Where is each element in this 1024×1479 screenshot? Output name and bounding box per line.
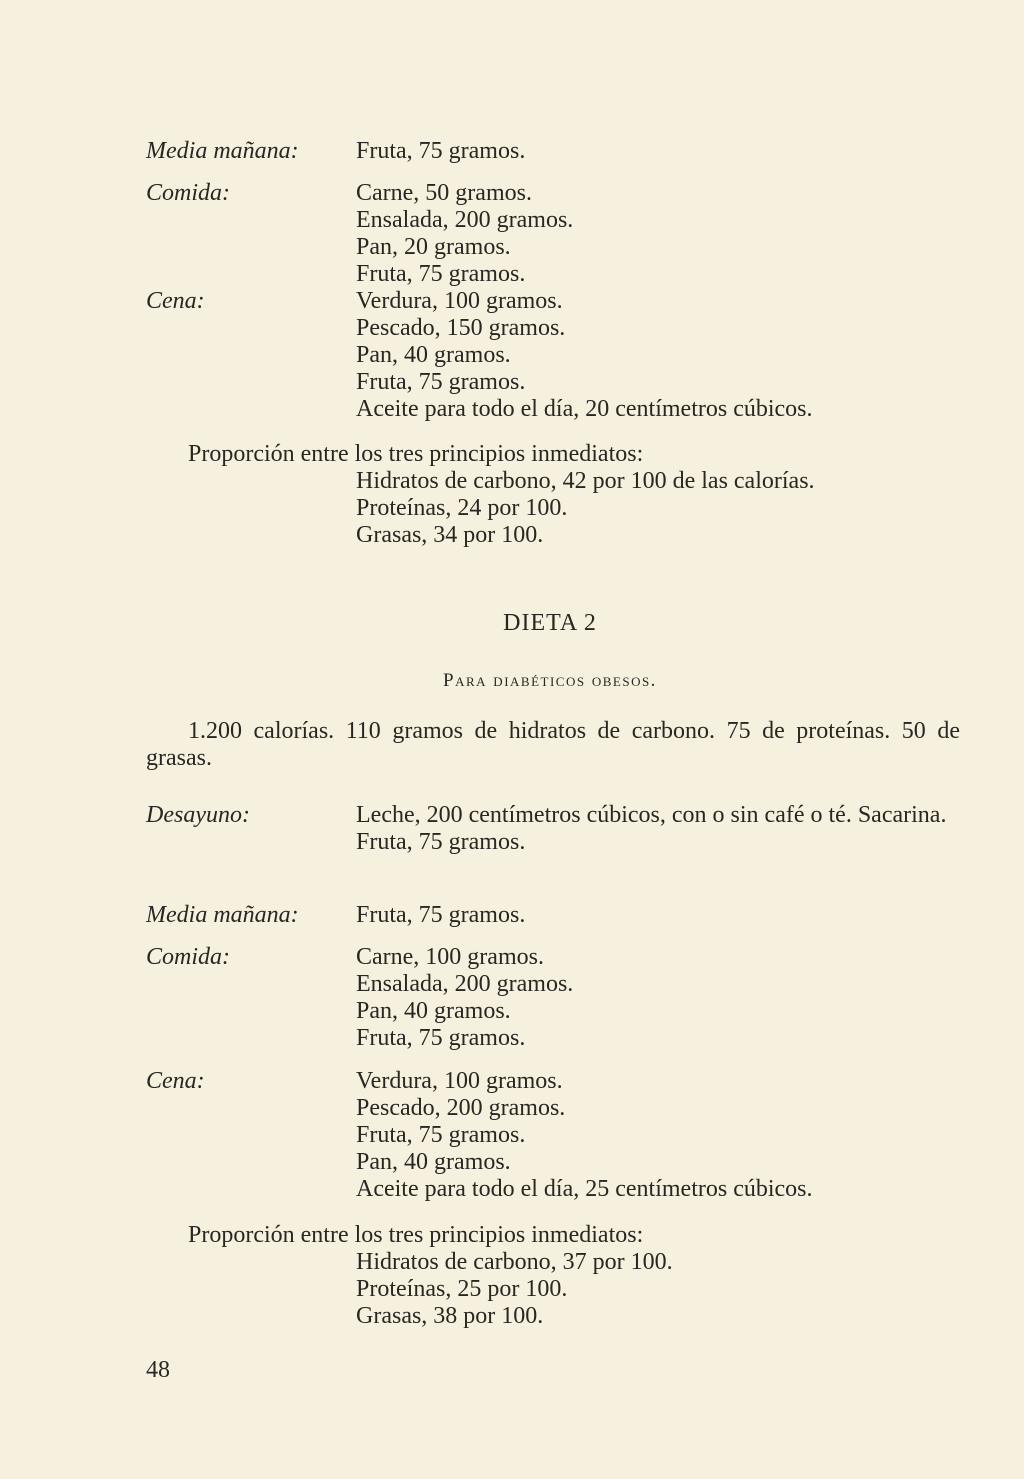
meal-item: Carne, 100 gramos. [356, 944, 544, 970]
proporcion-item: Proteínas, 25 por 100. [356, 1276, 568, 1302]
diet-summary: 1.200 calorías. 110 gramos de hidratos de carbono. 75 de proteínas. 50 de grasas. [146, 718, 960, 771]
proporcion-item: Proteínas, 24 por 100. [356, 495, 568, 521]
meal-item: Fruta, 75 gramos. [356, 138, 526, 164]
page-number: 48 [146, 1357, 170, 1383]
section-subtitle: Para diabéticos obesos. [443, 670, 657, 691]
d2-proporcion-intro: Proporción entre los tres principios inmediatos: [188, 1222, 644, 1248]
meal-item: Pan, 20 gramos. [356, 234, 511, 260]
meal-label: Desayuno: [146, 802, 250, 828]
meal-item: Fruta, 75 gramos. [356, 829, 526, 855]
meal-item: Carne, 50 gramos. [356, 180, 532, 206]
meal-item: Fruta, 75 gramos. [356, 369, 526, 395]
meal-label: Cena: [146, 1068, 205, 1094]
proporcion-item: Hidratos de carbono, 37 por 100. [356, 1249, 673, 1275]
proporcion-item: Grasas, 38 por 100. [356, 1303, 544, 1329]
proporcion-item: Hidratos de carbono, 42 por 100 de las calorías. [356, 468, 815, 494]
meal-item: Verdura, 100 gramos. [356, 288, 563, 314]
meal-item: Verdura, 100 gramos. [356, 1068, 563, 1094]
meal-item: Ensalada, 200 gramos. [356, 971, 574, 997]
section-title: DIETA 2 [503, 610, 597, 636]
meal-item: Pan, 40 gramos. [356, 1149, 511, 1175]
meal-item: Fruta, 75 gramos. [356, 1122, 526, 1148]
meal-item: Pan, 40 gramos. [356, 998, 511, 1024]
meal-label: Comida: [146, 180, 230, 206]
meal-item: Fruta, 75 gramos. [356, 1025, 526, 1051]
d1-proporcion-intro: Proporción entre los tres principios inmediatos: [188, 441, 644, 467]
d1-proporcion-list [356, 468, 815, 549]
meal-item: Aceite para todo el día, 25 centímetros cúbicos. [356, 1176, 813, 1202]
meal-item: Pescado, 150 gramos. [356, 315, 566, 341]
meal-item: Aceite para todo el día, 20 centímetros cúbicos. [356, 396, 813, 422]
meal-item: Fruta, 75 gramos. [356, 902, 526, 928]
d2-proporcion-list [356, 1249, 673, 1330]
meal-label: Media mañana: [146, 902, 299, 928]
meal-item: Leche, 200 centímetros cúbicos, con o sin café o té. Sacarina. [356, 802, 947, 828]
proporcion-item: Grasas, 34 por 100. [356, 522, 544, 548]
meal-item: Pan, 40 gramos. [356, 342, 511, 368]
meal-label: Cena: [146, 288, 205, 314]
meal-item: Pescado, 200 gramos. [356, 1095, 566, 1121]
meal-label: Comida: [146, 944, 230, 970]
meal-item: Fruta, 75 gramos. [356, 261, 526, 287]
meal-label: Media mañana: [146, 138, 299, 164]
meal-item: Ensalada, 200 gramos. [356, 207, 574, 233]
